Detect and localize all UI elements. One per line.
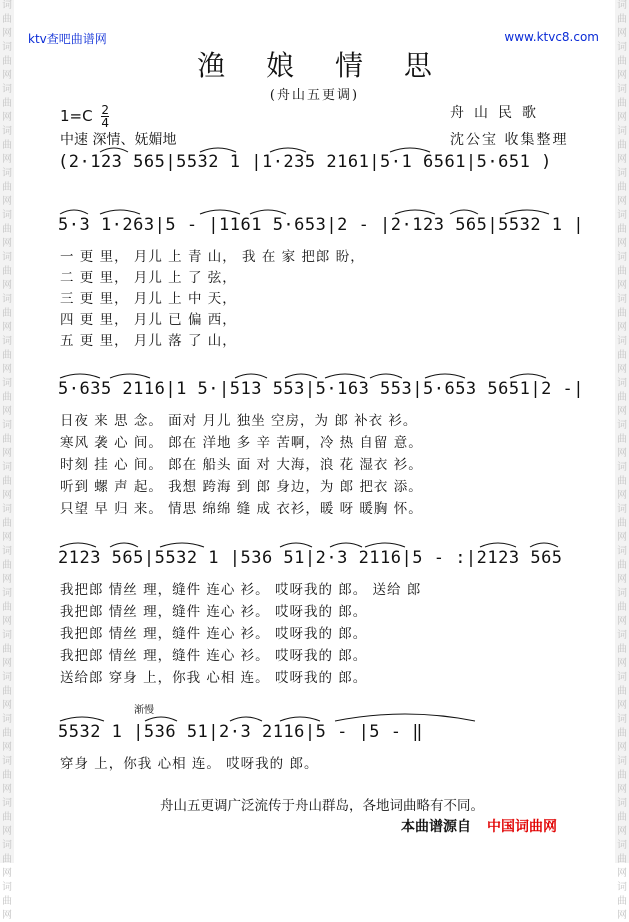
watermark-glyph: 词 xyxy=(2,0,12,11)
watermark-glyph: 网 xyxy=(617,448,627,459)
watermark-glyph: 网 xyxy=(2,826,12,837)
meter-top: 2 xyxy=(101,103,110,117)
watermark-glyph: 词 xyxy=(2,546,12,557)
watermark-glyph: 网 xyxy=(2,406,12,417)
watermark-glyph: 词 xyxy=(617,714,627,725)
watermark-glyph: 曲 xyxy=(2,518,12,529)
watermark-glyph: 网 xyxy=(2,658,12,669)
watermark-glyph: 网 xyxy=(617,658,627,669)
watermark-glyph: 网 xyxy=(2,322,12,333)
watermark-glyph: 曲 xyxy=(2,728,12,739)
site-watermark-right: www.ktvc8.com xyxy=(504,30,599,44)
watermark-glyph: 曲 xyxy=(2,98,12,109)
lyric-line-1-verse-1: 一 更 里， 月儿 上 青 山， 我 在 家 把郎 盼， xyxy=(60,249,365,265)
score-line-2-notes: 5·635 2116|1 5·|513 553|5·163 553|5·653 5651|2 -| xyxy=(58,379,585,399)
tempo-mark-ritardando: 渐慢 xyxy=(134,705,154,716)
watermark-glyph: 词 xyxy=(2,588,12,599)
footnote: 舟山五更调广泛流传于舟山群岛，各地词曲略有不同。 xyxy=(160,798,484,814)
watermark-glyph: 词 xyxy=(617,252,627,263)
watermark-glyph: 网 xyxy=(617,532,627,543)
watermark-glyph: 词 xyxy=(617,462,627,473)
watermark-glyph: 网 xyxy=(2,28,12,39)
watermark-glyph: 词 xyxy=(617,294,627,305)
watermark-glyph: 曲 xyxy=(2,644,12,655)
watermark-glyph: 词 xyxy=(617,0,627,11)
watermark-glyph: 网 xyxy=(2,280,12,291)
lyric-line-4-verse-1: 穿身 上，你我 心相 连。 哎呀我的 郎。 xyxy=(60,756,319,772)
watermark-glyph: 网 xyxy=(617,616,627,627)
watermark-glyph: 网 xyxy=(2,154,12,165)
watermark-glyph: 词 xyxy=(2,168,12,179)
watermark-glyph: 曲 xyxy=(617,98,627,109)
watermark-glyph: 曲 xyxy=(617,770,627,781)
watermark-glyph: 词 xyxy=(617,420,627,431)
source-credit xyxy=(401,816,557,836)
watermark-glyph: 网 xyxy=(2,364,12,375)
watermark-glyph: 曲 xyxy=(617,812,627,823)
watermark-glyph: 曲 xyxy=(2,560,12,571)
watermark-glyph: 网 xyxy=(617,322,627,333)
watermark-glyph: 曲 xyxy=(2,350,12,361)
watermark-glyph: 曲 xyxy=(2,812,12,823)
meter-bottom: 4 xyxy=(101,116,110,130)
watermark-glyph: 网 xyxy=(2,910,12,921)
watermark-glyph: 网 xyxy=(2,196,12,207)
watermark-glyph: 网 xyxy=(617,574,627,585)
watermark-glyph: 曲 xyxy=(617,560,627,571)
watermark-glyph: 曲 xyxy=(2,476,12,487)
watermark-glyph: 曲 xyxy=(617,350,627,361)
song-subtitle: (舟山五更调) xyxy=(269,88,360,103)
watermark-glyph: 词 xyxy=(2,882,12,893)
watermark-glyph: 曲 xyxy=(617,686,627,697)
watermark-glyph: 词 xyxy=(2,420,12,431)
watermark-glyph: 词 xyxy=(617,840,627,851)
song-title: 渔 娘 情 思 xyxy=(197,49,448,82)
watermark-glyph: 词 xyxy=(2,294,12,305)
watermark-glyph: 网 xyxy=(617,910,627,921)
watermark-glyph: 曲 xyxy=(617,14,627,25)
watermark-glyph: 曲 xyxy=(617,728,627,739)
watermark-glyph: 网 xyxy=(617,700,627,711)
score-line-intro-notes: (2·123 565|5532 1 |1·235 2161|5·1 6561|5·651 ) xyxy=(58,152,552,172)
lyric-line-1-verse-2: 二 更 里， 月儿 上 了 弦， xyxy=(60,270,237,286)
lyric-line-1-verse-4: 四 更 里， 月儿 已 偏 西， xyxy=(60,312,237,328)
watermark-glyph: 网 xyxy=(617,826,627,837)
watermark-glyph: 曲 xyxy=(2,896,12,907)
watermark-glyph: 词 xyxy=(617,84,627,95)
song-source: 舟山民歌 xyxy=(450,105,546,121)
watermark-glyph: 曲 xyxy=(617,224,627,235)
watermark-glyph: 曲 xyxy=(617,854,627,865)
watermark-glyph: 词 xyxy=(2,756,12,767)
watermark-glyph: 词 xyxy=(617,126,627,137)
watermark-glyph: 词 xyxy=(2,252,12,263)
watermark-glyph: 网 xyxy=(2,616,12,627)
watermark-glyph: 网 xyxy=(617,112,627,123)
watermark-glyph: 词 xyxy=(2,714,12,725)
watermark-glyph: 网 xyxy=(2,868,12,879)
watermark-glyph: 词 xyxy=(2,840,12,851)
collector-credit: 沈公宝 收集整理 xyxy=(450,132,569,148)
watermark-glyph: 词 xyxy=(617,546,627,557)
watermark-glyph: 网 xyxy=(2,112,12,123)
watermark-glyph: 曲 xyxy=(2,56,12,67)
watermark-glyph: 曲 xyxy=(2,308,12,319)
key-signature xyxy=(60,104,109,129)
watermark-glyph: 词 xyxy=(2,378,12,389)
watermark-glyph: 曲 xyxy=(2,224,12,235)
watermark-glyph: 网 xyxy=(2,700,12,711)
watermark-glyph: 网 xyxy=(617,70,627,81)
credit-prefix: 本曲谱源自 xyxy=(401,819,471,835)
watermark-glyph: 曲 xyxy=(617,518,627,529)
watermark-glyph: 网 xyxy=(617,742,627,753)
lyric-line-2-verse-4: 听到 螺 声 起。 我想 跨海 到 郎 身边，为 郎 把衣 添。 xyxy=(60,479,423,495)
watermark-glyph: 曲 xyxy=(617,308,627,319)
watermark-glyph: 曲 xyxy=(2,770,12,781)
watermark-glyph: 曲 xyxy=(617,644,627,655)
score-line-4-notes: 5532 1 |536 51|2·3 2116|5 - |5 - ‖ xyxy=(58,722,423,742)
right-watermark-strip xyxy=(615,0,629,921)
watermark-glyph: 词 xyxy=(2,126,12,137)
watermark-glyph: 网 xyxy=(617,868,627,879)
watermark-glyph: 曲 xyxy=(2,266,12,277)
watermark-glyph: 词 xyxy=(617,756,627,767)
watermark-glyph: 曲 xyxy=(2,14,12,25)
watermark-glyph: 曲 xyxy=(2,854,12,865)
left-watermark-strip xyxy=(0,0,14,921)
watermark-glyph: 词 xyxy=(617,42,627,53)
watermark-glyph: 网 xyxy=(617,154,627,165)
tempo-expression: 中速 深情、妩媚地 xyxy=(60,132,177,148)
lyric-line-3-verse-1: 我把郎 情丝 理，缝件 连心 衫。 哎呀我的 郎。 送给 郎 xyxy=(60,582,422,598)
watermark-glyph: 词 xyxy=(617,210,627,221)
watermark-glyph: 网 xyxy=(617,238,627,249)
watermark-glyph: 网 xyxy=(2,238,12,249)
watermark-glyph: 曲 xyxy=(617,56,627,67)
watermark-glyph: 词 xyxy=(617,672,627,683)
watermark-glyph: 网 xyxy=(2,490,12,501)
score-line-3-notes: 2123 565|5532 1 |536 51|2·3 2116|5 - :|2123 565 xyxy=(58,548,563,568)
watermark-glyph: 曲 xyxy=(2,434,12,445)
watermark-glyph: 词 xyxy=(2,84,12,95)
watermark-glyph: 网 xyxy=(2,448,12,459)
watermark-glyph: 曲 xyxy=(617,476,627,487)
lyric-line-2-verse-3: 时刻 挂 心 间。 郎在 船头 面 对 大海，浪 花 湿衣 衫。 xyxy=(60,457,423,473)
lyric-line-1-verse-3: 三 更 里， 月儿 上 中 天， xyxy=(60,291,237,307)
watermark-glyph: 网 xyxy=(617,406,627,417)
watermark-glyph: 曲 xyxy=(617,434,627,445)
watermark-glyph: 词 xyxy=(2,630,12,641)
watermark-glyph: 曲 xyxy=(2,686,12,697)
watermark-glyph: 网 xyxy=(2,742,12,753)
watermark-glyph: 曲 xyxy=(2,392,12,403)
watermark-glyph: 词 xyxy=(2,210,12,221)
watermark-glyph: 词 xyxy=(617,882,627,893)
key-label: 1=C xyxy=(60,107,93,125)
watermark-glyph: 曲 xyxy=(2,140,12,151)
watermark-glyph: 网 xyxy=(617,280,627,291)
watermark-glyph: 曲 xyxy=(2,602,12,613)
site-watermark-left: ktv查吧曲谱网 xyxy=(28,32,107,46)
lyric-line-2-verse-5: 只望 早 归 来。 情思 绵绵 缝 成 衣衫，暖 呀 暖胸 怀。 xyxy=(60,501,423,517)
watermark-glyph: 网 xyxy=(617,196,627,207)
watermark-glyph: 曲 xyxy=(2,182,12,193)
watermark-glyph: 词 xyxy=(2,42,12,53)
lyric-line-1-verse-5: 五 更 里， 月儿 落 了 山， xyxy=(60,333,237,349)
lyric-line-3-verse-4: 我把郎 情丝 理，缝件 连心 衫。 哎呀我的 郎。 xyxy=(60,648,368,664)
watermark-glyph: 曲 xyxy=(617,602,627,613)
score-line-1-notes: 5·3 1·263|5 - |1161 5·653|2 - |2·123 565|5532 1 | xyxy=(58,215,585,235)
watermark-glyph: 词 xyxy=(2,798,12,809)
lyric-line-2-verse-2: 寒风 袭 心 间。 郎在 洋地 多 辛 苦啊，冷 热 自留 意。 xyxy=(60,435,423,451)
watermark-glyph: 曲 xyxy=(617,140,627,151)
watermark-glyph: 词 xyxy=(617,336,627,347)
watermark-glyph: 词 xyxy=(2,336,12,347)
time-signature xyxy=(101,104,109,129)
watermark-glyph: 网 xyxy=(2,70,12,81)
watermark-glyph: 词 xyxy=(617,798,627,809)
watermark-glyph: 曲 xyxy=(617,392,627,403)
watermark-glyph: 词 xyxy=(617,378,627,389)
lyric-line-3-verse-2: 我把郎 情丝 理，缝件 连心 衫。 哎呀我的 郎。 xyxy=(60,604,368,620)
watermark-glyph: 网 xyxy=(617,490,627,501)
watermark-glyph: 曲 xyxy=(617,182,627,193)
lyric-line-2-verse-1: 日夜 来 思 念。 面对 月儿 独坐 空房，为 郎 补衣 衫。 xyxy=(60,413,418,429)
watermark-glyph: 词 xyxy=(617,588,627,599)
credit-site-link[interactable]: 中国词曲网 xyxy=(487,819,557,835)
watermark-glyph: 网 xyxy=(2,574,12,585)
watermark-glyph: 词 xyxy=(617,168,627,179)
watermark-glyph: 曲 xyxy=(617,896,627,907)
watermark-glyph: 词 xyxy=(2,504,12,515)
watermark-glyph: 网 xyxy=(2,784,12,795)
watermark-glyph: 网 xyxy=(617,28,627,39)
watermark-glyph: 词 xyxy=(2,462,12,473)
watermark-glyph: 词 xyxy=(617,504,627,515)
lyric-line-3-verse-3: 我把郎 情丝 理，缝件 连心 衫。 哎呀我的 郎。 xyxy=(60,626,368,642)
watermark-glyph: 曲 xyxy=(617,266,627,277)
watermark-glyph: 网 xyxy=(2,532,12,543)
watermark-glyph: 词 xyxy=(617,630,627,641)
watermark-glyph: 网 xyxy=(617,364,627,375)
watermark-glyph: 词 xyxy=(2,672,12,683)
lyric-line-3-verse-5: 送给郎 穿身 上，你我 心相 连。 哎呀我的 郎。 xyxy=(60,670,368,686)
watermark-glyph: 网 xyxy=(617,784,627,795)
